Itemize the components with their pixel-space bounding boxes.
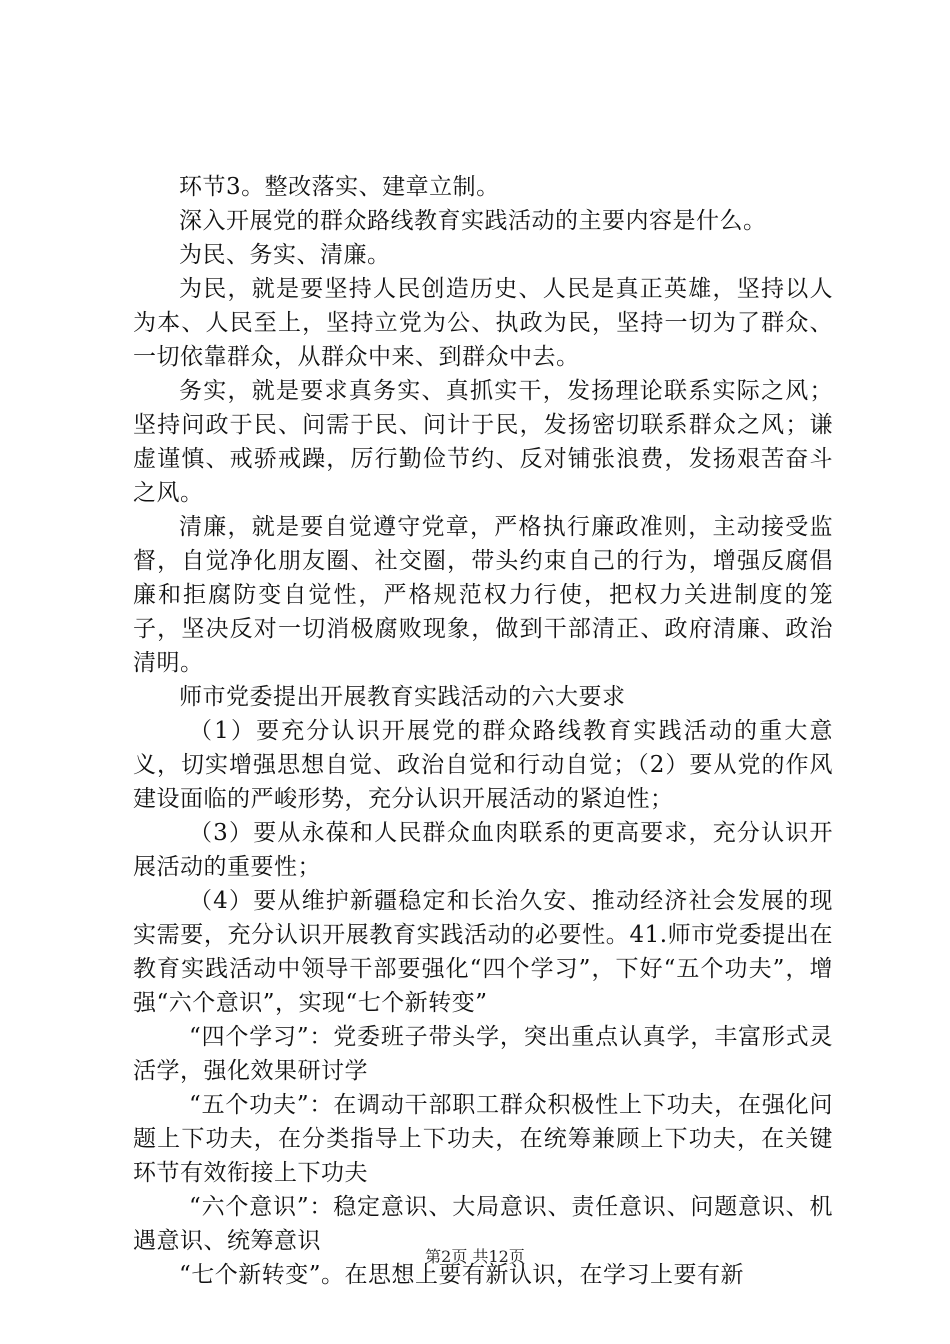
paragraph-requirement-4: （4）要从维护新疆稳定和长治久安、推动经济社会发展的现实需要，充分认识开展教育实践活动的必要性。41.师市党委提出在教育实践活动中领导干部要强化“四个学习”，下好“五个功夫”，增强“六个意识”，实现“七个新转变” <box>133 888 833 1016</box>
paragraph-main-content-answer: 为民、务实、清廉。 <box>179 242 391 268</box>
paragraph-five-efforts: “五个功夫”：在调动干部职工群众积极性上下功夫，在强化问题上下功夫，在分类指导上下功夫，在统筹兼顾上下功夫，在关键环节有效衔接上下功夫 <box>133 1092 833 1186</box>
page-number-footer: 第2页 共12页 <box>425 1247 525 1266</box>
paragraph-main-content-question: 深入开展党的群众路线教育实践活动的主要内容是什么。 <box>179 208 767 234</box>
paragraph-requirement-1-2: （1）要充分认识开展党的群众路线教育实践活动的重大意义，切实增强思想自觉、政治自觉和行动自觉；（2）要从党的作风建设面临的严峻形势，充分认识开展活动的紧迫性； <box>133 718 833 812</box>
paragraph-requirement-3: （3）要从永葆和人民群众血肉联系的更高要求，充分认识开展活动的重要性； <box>133 820 833 880</box>
paragraph-step-3: 环节3。整改落实、建章立制。 <box>179 174 500 200</box>
paragraph-wushi: 务实，就是要求真务实、真抓实干，发扬理论联系实际之风；坚持问政于民、问需于民、问计于民，发扬密切联系群众之风；谦虚谨慎、戒骄戒躁，厉行勤俭节约、反对铺张浪费，发扬艰苦奋斗之风。 <box>133 378 833 506</box>
paragraph-six-awareness: “六个意识”：稳定意识、大局意识、责任意识、问题意识、机遇意识、统筹意识 <box>133 1194 833 1254</box>
paragraph-weimin: 为民，就是要坚持人民创造历史、人民是真正英雄，坚持以人为本、人民至上，坚持立党为公、执政为民，坚持一切为了群众、一切依靠群众，从群众中来、到群众中去。 <box>133 276 833 370</box>
paragraph-qinglian: 清廉，就是要自觉遵守党章，严格执行廉政准则，主动接受监督，自觉净化朋友圈、社交圈，带头约束自己的行为，增强反腐倡廉和拒腐防变自觉性，严格规范权力行使，把权力关进制度的笼子，坚决反对一切消极腐败现象，做到干部清正、政府清廉、政治清明。 <box>133 514 833 676</box>
paragraph-four-studies: “四个学习”：党委班子带头学，突出重点认真学，丰富形式灵活学，强化效果研讨学 <box>133 1024 833 1084</box>
paragraph-seven-changes: “七个新转变”。在思想上要有新认识，在学习上要有新 <box>179 1262 745 1288</box>
paragraph-six-requirements-heading: 师市党委提出开展教育实践活动的六大要求 <box>179 684 626 710</box>
document-body <box>133 170 833 1292</box>
